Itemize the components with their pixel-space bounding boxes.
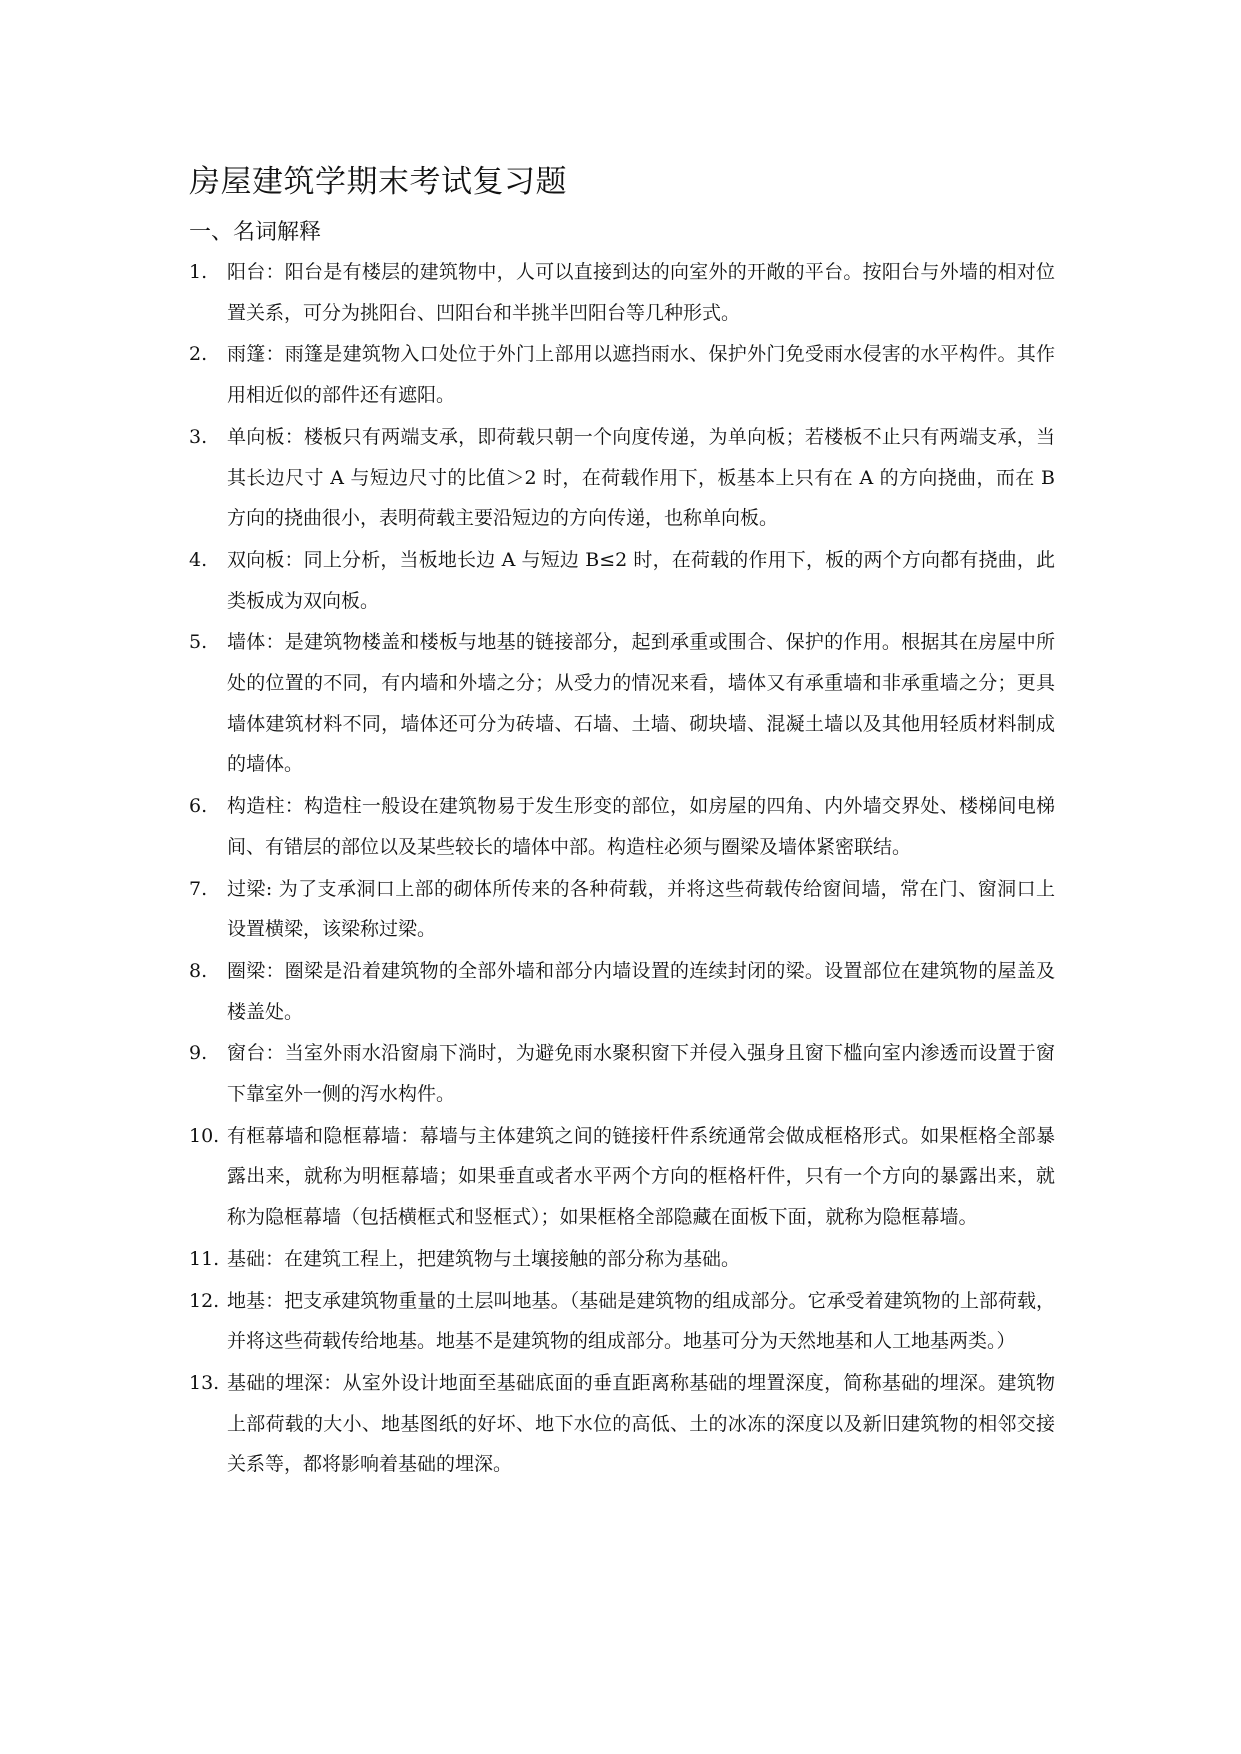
item-number: 7. <box>189 877 208 900</box>
item-text: 构造柱：构造柱一般设在建筑物易于发生形变的部位，如房屋的四角、内外墙交界处、楼梯间电梯间、有错层的部位以及某些较长的墙体中部。构造柱必须与圈梁及墙体紧密联结。 <box>227 795 1055 858</box>
item-text: 阳台：阳台是有楼层的建筑物中，人可以直接到达的向室外的开敞的平台。按阳台与外墙的相对位置关系，可分为挑阳台、凹阳台和半挑半凹阳台等几种形式。 <box>227 261 1055 324</box>
list-item <box>189 1281 1055 1362</box>
item-number: 3. <box>189 425 208 448</box>
list-item <box>189 1239 1055 1280</box>
item-number: 4. <box>189 548 208 571</box>
list-item <box>189 622 1055 785</box>
list-item <box>189 417 1055 539</box>
list-item <box>189 334 1055 415</box>
document-title: 房屋建筑学期末考试复习题 <box>189 164 567 200</box>
list-item <box>189 1116 1055 1238</box>
item-number: 11. <box>189 1247 220 1270</box>
item-text: 地基：把支承建筑物重量的土层叫地基。（基础是建筑物的组成部分。它承受着建筑物的上部荷载，并将这些荷载传给地基。地基不是建筑物的组成部分。地基可分为天然地基和人工地基两类。） <box>227 1289 1055 1353</box>
item-text: 窗台：当室外雨水沿窗扇下淌时，为避免雨水聚积窗下并侵入强身且窗下槛向室内渗透而设置于窗下靠室外一侧的泻水构件。 <box>227 1042 1055 1106</box>
list-item <box>189 1363 1055 1485</box>
list-item <box>189 786 1055 867</box>
item-text: 单向板：楼板只有两端支承，即荷载只朝一个向度传递，为单向板；若楼板不止只有两端支承，当其长边尺寸 A 与短边尺寸的比值＞2 时，在荷载作用下，板基本上只有在 A 的方向挠曲，而在 B 方向的挠曲很小，表明荷载主要沿短边的方向传递，也称单向板。 <box>227 425 1055 530</box>
list-item <box>189 951 1055 1032</box>
list-item <box>189 869 1055 950</box>
item-number: 6. <box>189 795 208 818</box>
item-number: 2. <box>189 343 208 366</box>
item-text: 墙体：是建筑物楼盖和楼板与地基的链接部分，起到承重或围合、保护的作用。根据其在房屋中所处的位置的不同，有内墙和外墙之分；从受力的情况来看，墙体又有承重墙和非承重墙之分；更具墙体建筑材料不同，墙体还可分为砖墙、石墙、土墙、砌块墙、混凝土墙以及其他用轻质材料制成的墙体。 <box>227 631 1055 776</box>
item-text: 有框幕墙和隐框幕墙：幕墙与主体建筑之间的链接杆件系统通常会做成框格形式。如果框格全部暴露出来，就称为明框幕墙；如果垂直或者水平两个方向的框格杆件，只有一个方向的暴露出来，就称为隐框幕墙（包括横框式和竖框式）；如果框格全部隐藏在面板下面，就称为隐框幕墙。 <box>227 1124 1055 1229</box>
list-item <box>189 540 1055 621</box>
item-number: 9. <box>189 1042 208 1065</box>
item-text: 雨篷：雨篷是建筑物入口处位于外门上部用以遮挡雨水、保护外门免受雨水侵害的水平构件。其作用相近似的部件还有遮阳。 <box>227 343 1055 407</box>
item-text: 圈梁：圈梁是沿着建筑物的全部外墙和部分内墙设置的连续封闭的梁。设置部位在建筑物的屋盖及楼盖处。 <box>227 959 1055 1023</box>
item-text: 基础：在建筑工程上，把建筑物与土壤接触的部分称为基础。 <box>227 1247 741 1270</box>
list-item <box>189 252 1055 333</box>
item-number: 5. <box>189 631 208 654</box>
item-text: 过梁: 为了支承洞口上部的砌体所传来的各种荷载，并将这些荷载传给窗间墙，常在门、窗洞口上设置横梁，该梁称过梁。 <box>227 877 1055 941</box>
item-number: 1. <box>189 261 208 283</box>
term-definition-list <box>189 252 1055 1486</box>
item-number: 13. <box>189 1371 220 1394</box>
item-text: 双向板：同上分析，当板地长边 A 与短边 B≤2 时，在荷载的作用下，板的两个方向都有挠曲，此类板成为双向板。 <box>227 548 1055 612</box>
list-item <box>189 1033 1055 1114</box>
section-heading: 一、名词解释 <box>189 220 322 245</box>
item-number: 8. <box>189 959 208 982</box>
item-text: 基础的埋深：从室外设计地面至基础底面的垂直距离称基础的埋置深度，简称基础的埋深。建筑物上部荷载的大小、地基图纸的好坏、地下水位的高低、土的冰冻的深度以及新旧建筑物的相邻交接关系等，都将影响着基础的埋深。 <box>227 1371 1055 1476</box>
item-number: 12. <box>189 1289 220 1312</box>
item-number: 10. <box>189 1124 220 1147</box>
